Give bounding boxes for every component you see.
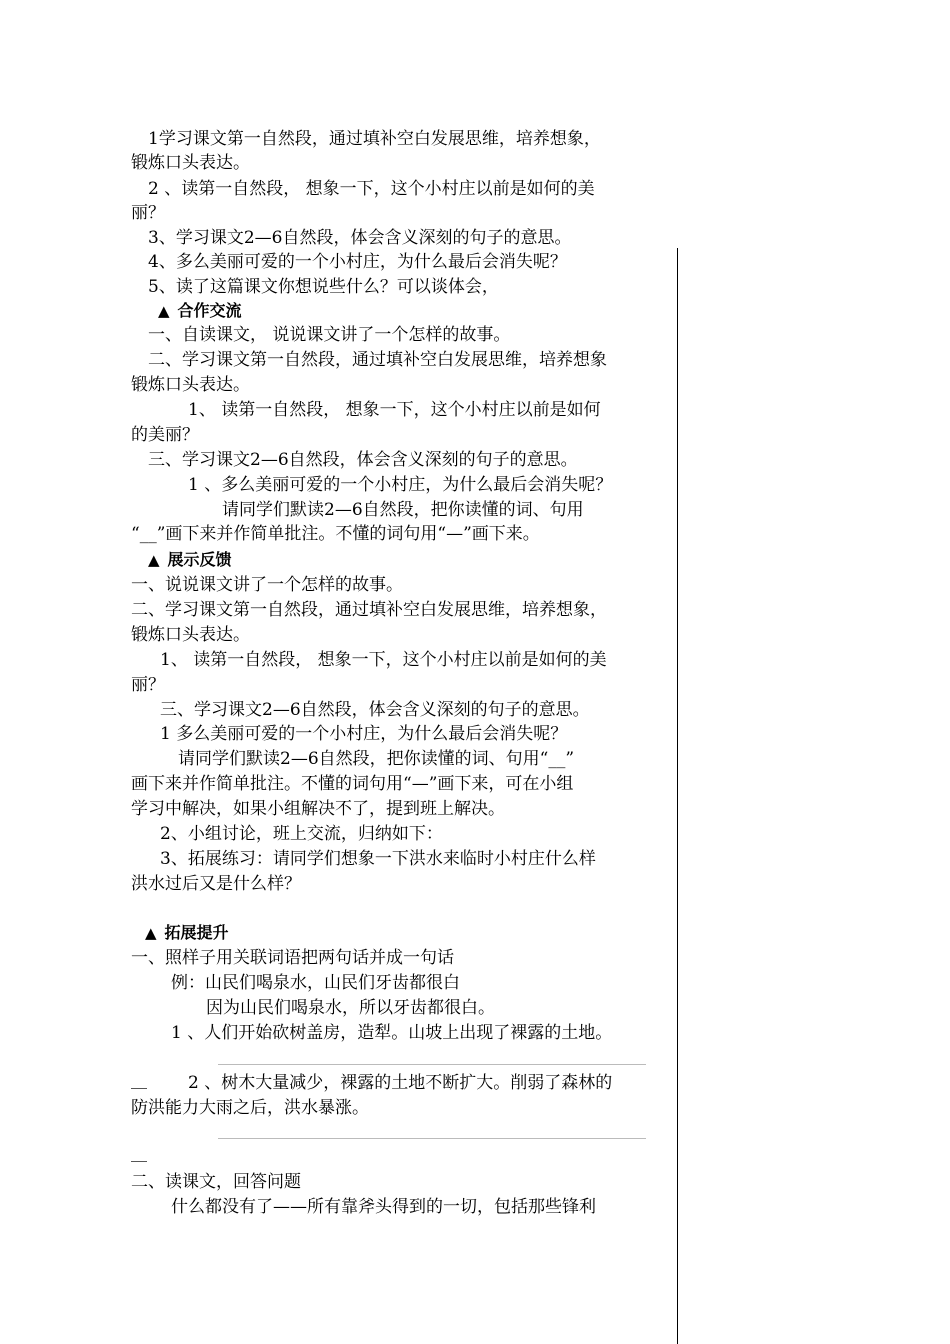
- text-line: 一、照样子用关联词语把两句话并成一句话: [131, 948, 454, 968]
- section-heading: [145, 921, 229, 945]
- text-line: 1、 读第一自然段， 想象一下，这个小村庄以前是如何的美: [160, 650, 607, 670]
- text-line: 二、学习课文第一自然段，通过填补空白发展思维，培养想象，: [131, 600, 607, 620]
- text-line: 锻炼口头表达。: [131, 625, 250, 645]
- text-line: 一、说说课文讲了一个怎样的故事。: [131, 575, 403, 595]
- text-line: “__”画下来并作简单批注。不懂的词句用“—”画下来。: [131, 524, 540, 544]
- text-line: 的美丽？: [131, 425, 199, 445]
- heading-text: 拓展提升: [164, 923, 229, 942]
- text-line: 1 、人们开始砍树盖房，造犁。山坡上出现了裸露的土地。: [171, 1023, 613, 1043]
- text-line: 请同学们默读2—6自然段，把你读懂的词、句用“__”: [178, 749, 575, 769]
- answer-line-stub: [131, 1161, 147, 1162]
- text-line: 一、自读课文， 说说课文讲了一个怎样的故事。: [148, 325, 511, 345]
- text-line: 1学习课文第一自然段，通过填补空白发展思维，培养想象，: [148, 129, 601, 149]
- text-line: 锻炼口头表达。: [131, 375, 250, 395]
- margin-rule: [677, 248, 678, 1344]
- text-line: 三、学习课文2—6自然段，体会含义深刻的句子的意思。: [148, 450, 578, 470]
- text-line: 1、 读第一自然段， 想象一下，这个小村庄以前是如何: [188, 400, 601, 420]
- text-line: 因为山民们喝泉水，所以牙齿都很白。: [206, 998, 495, 1018]
- answer-line[interactable]: [218, 1064, 646, 1065]
- text-line: 二、学习课文第一自然段，通过填补空白发展思维，培养想象: [148, 350, 607, 370]
- answer-line-stub: [131, 1088, 147, 1089]
- section-heading: [148, 548, 232, 572]
- text-line: 丽？: [131, 203, 165, 223]
- text-line: 什么都没有了——所有靠斧头得到的一切，包括那些锋利: [171, 1197, 596, 1217]
- text-line: 2 、树木大量减少，裸露的土地不断扩大。削弱了森林的: [188, 1073, 613, 1093]
- text-line: 2 、读第一自然段， 想象一下，这个小村庄以前是如何的美: [148, 179, 595, 199]
- section-heading: [158, 299, 242, 323]
- text-line: 4、多么美丽可爱的一个小村庄，为什么最后会消失呢？: [148, 252, 567, 272]
- text-line: 1 、多么美丽可爱的一个小村庄，为什么最后会消失呢？: [188, 475, 613, 495]
- heading-text: 展示反馈: [167, 550, 232, 569]
- text-line: 三、学习课文2—6自然段，体会含义深刻的句子的意思。: [160, 700, 590, 720]
- triangle-icon: ▲: [158, 302, 170, 320]
- text-line: 洪水过后又是什么样？: [131, 874, 301, 894]
- text-line: 二、读课文，回答问题: [131, 1172, 301, 1192]
- text-line: 例：山民们喝泉水，山民们牙齿都很白: [171, 973, 460, 993]
- text-line: 5、读了这篇课文你想说些什么？可以谈体会，: [148, 277, 499, 297]
- answer-line[interactable]: [218, 1138, 646, 1139]
- triangle-icon: ▲: [148, 551, 160, 569]
- triangle-icon: ▲: [145, 924, 157, 942]
- text-line: 1 多么美丽可爱的一个小村庄，为什么最后会消失呢？: [160, 724, 568, 744]
- text-line: 3、拓展练习：请同学们想象一下洪水来临时小村庄什么样: [160, 849, 596, 869]
- text-line: 3、学习课文2—6自然段，体会含义深刻的句子的意思。: [148, 228, 572, 248]
- text-line: 丽？: [131, 675, 165, 695]
- text-line: 防洪能力大雨之后，洪水暴涨。: [131, 1098, 369, 1118]
- text-line: 学习中解决，如果小组解决不了，提到班上解决。: [131, 799, 505, 819]
- text-line: 2、小组讨论，班上交流，归纳如下：: [160, 824, 443, 844]
- text-line: 请同学们默读2—6自然段，把你读懂的词、句用: [222, 500, 584, 520]
- text-line: 锻炼口头表达。: [131, 153, 250, 173]
- heading-text: 合作交流: [177, 301, 242, 320]
- text-line: 画下来并作简单批注。不懂的词句用“—”画下来，可在小组: [131, 774, 574, 794]
